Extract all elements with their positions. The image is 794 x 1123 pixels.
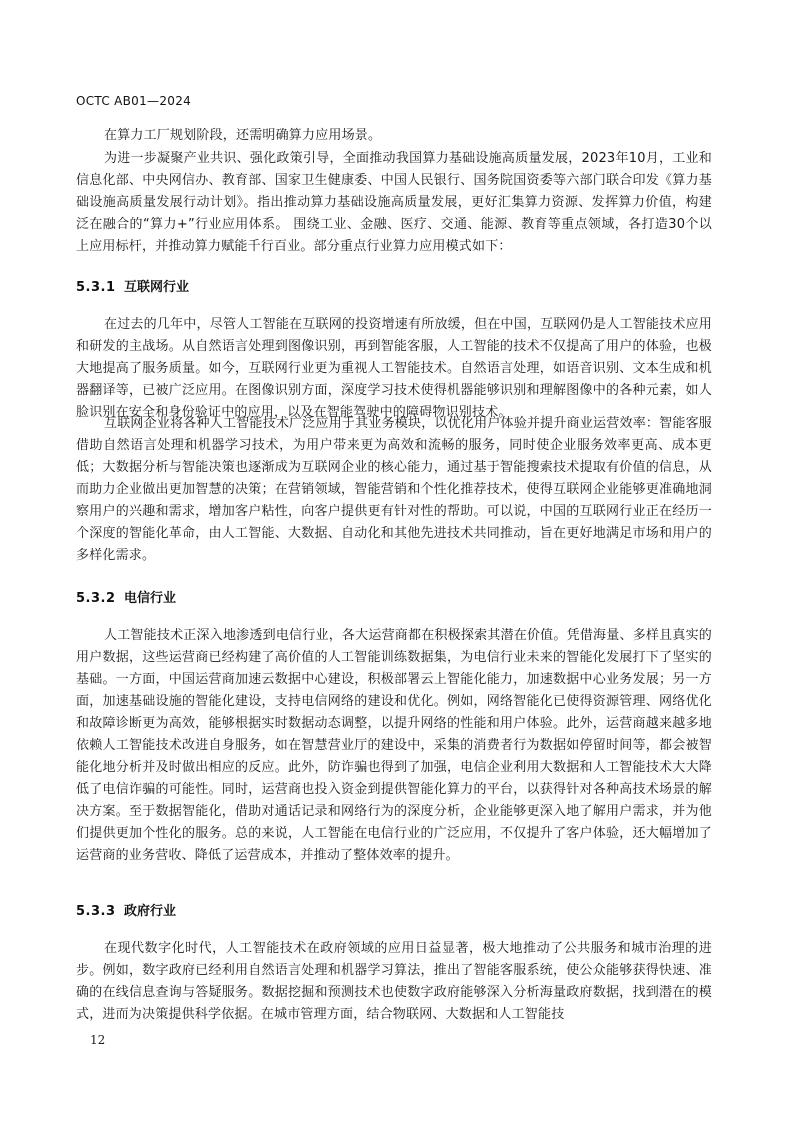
section-5-3-1-paragraph-1: 在过去的几年中，尽管人工智能在互联网的投资增速有所放缓，但在中国，互联网仍是人工智能技术应用和研发的主战场。从自然语言处理到图像识别，再到智能客服，人工智能的技术不仅提高了用户的体验，也极大地提高了服务质量。如今，互联网行业更为重视人工智能技术。自然语言处理，如语音识别、文本生成和机器翻译等，已被广泛应用。在图像识别方面，深度学习技术使得机器能够识别和理解图像中的各种元素，如人脸识别在安全和身份验证中的应用，以及在智能驾驶中的障碍物识别技术。 bbox=[76, 317, 712, 420]
intro-paragraph-2: 为进一步凝聚产业共识、强化政策引导，全面推动我国算力基础设施高质量发展，2023年10月，工业和信息化部、中央网信办、教育部、国家卫生健康委、中国人民银行、国务院国资委等六部门联合印发《算力基础设施高质量发展行动计划》。指出推动算力基础设施高质量发展，更好汇集算力资源、发挥算力价值，构建泛在融合的“算力+”行业应用体系。 围绕工业、金融、医疗、交通、能源、教育等重点领域，各打造30个以上应用标杆，并推动算力赋能千行百业。部分重点行业算力应用模式如下： bbox=[76, 151, 712, 254]
section-5-3-3-paragraph-1: 在现代数字化时代，人工智能技术在政府领域的应用日益显著，极大地推动了公共服务和城市治理的进步。例如，数字政府已经利用自然语言处理和机器学习算法，推出了智能客服系统，使公众能够获得快速、准确的在线信息查询与答疑服务。数据挖掘和预测技术也使数字政府能够深入分析海量政府数据，找到潜在的模式，进而为决策提供科学依据。在城市管理方面，结合物联网、大数据和人工智能技 bbox=[76, 941, 712, 1022]
document-code: OCTC AB01—2024 bbox=[76, 94, 192, 108]
section-5-3-2-paragraph-1: 人工智能技术正深入地渗透到电信行业，各大运营商都在积极探索其潜在价值。凭借海量、多样且真实的用户数据，这些运营商已经构建了高价值的人工智能训练数据集，为电信行业未来的智能化发展打下了坚实的基础。一方面，中国运营商加速云数据中心建设，积极部署云上智能化能力，加速数据中心业务发展；另一方面，加速基础设施的智能化建设，支持电信网络的建设和优化。例如，网络智能化已使得资源管理、网络优化和故障诊断更为高效，能够根据实时数据动态调整，以提升网络的性能和用户体验。此外，运营商越来越多地依赖人工智能技术改进自身服务，如在智慧营业厅的建设中，采集的消费者行为数据如停留时间等，都会被智能化地分析并及时做出相应的反应。此外，防诈骗也得到了加强，电信企业利用大数据和人工智能技术大大降低了电信诈骗的可能性。同时，运营商也投入资金到提供智能化算力的平台，以获得针对各种高技术场景的解决方案。至于数据智能化，借助对通话记录和网络行为的深度分析，企业能够更深入地了解用户需求，并为他们提供更加个性化的服务。总的来说，人工智能在电信行业的广泛应用，不仅提升了客户体验，还大幅增加了运营商的业务营收、降低了运营成本，并推动了整体效率的提升。 bbox=[76, 628, 712, 863]
section-heading-5-3-3 bbox=[76, 900, 176, 919]
section-number: 5.3.2 bbox=[76, 591, 116, 606]
section-heading-5-3-2 bbox=[76, 587, 176, 606]
section-number: 5.3.1 bbox=[76, 280, 116, 295]
section-heading-5-3-1 bbox=[76, 276, 189, 295]
page-number: 12 bbox=[90, 1033, 106, 1047]
section-5-3-1-paragraph-2: 互联网企业将各种人工智能技术广泛应用于其业务模块，以优化用户体验并提升商业运营效率：智能客服借助自然语言处理和机器学习技术，为用户带来更为高效和流畅的服务，同时使企业服务效率更高、成本更低；大数据分析与智能决策也逐渐成为互联网企业的核心能力，通过基于智能搜索技术提取有价值的信息，从而助力企业做出更加智慧的决策；在营销领域，智能营销和个性化推荐技术，使得互联网企业能够更准确地洞察用户的兴趣和需求，增加客户粘性，向客户提供更有针对性的帮助。可以说，中国的互联网行业正在经历一个深度的智能化革命，由人工智能、大数据、自动化和其他先进技术共同推动，旨在更好地满足市场和用户的多样化需求。 bbox=[76, 416, 712, 563]
section-title: 政府行业 bbox=[124, 904, 177, 919]
section-number: 5.3.3 bbox=[76, 904, 116, 919]
section-title: 电信行业 bbox=[124, 591, 177, 606]
intro-paragraph-1: 在算力工厂规划阶段，还需明确算力应用场景。 bbox=[104, 128, 382, 143]
section-title: 互联网行业 bbox=[124, 280, 190, 295]
